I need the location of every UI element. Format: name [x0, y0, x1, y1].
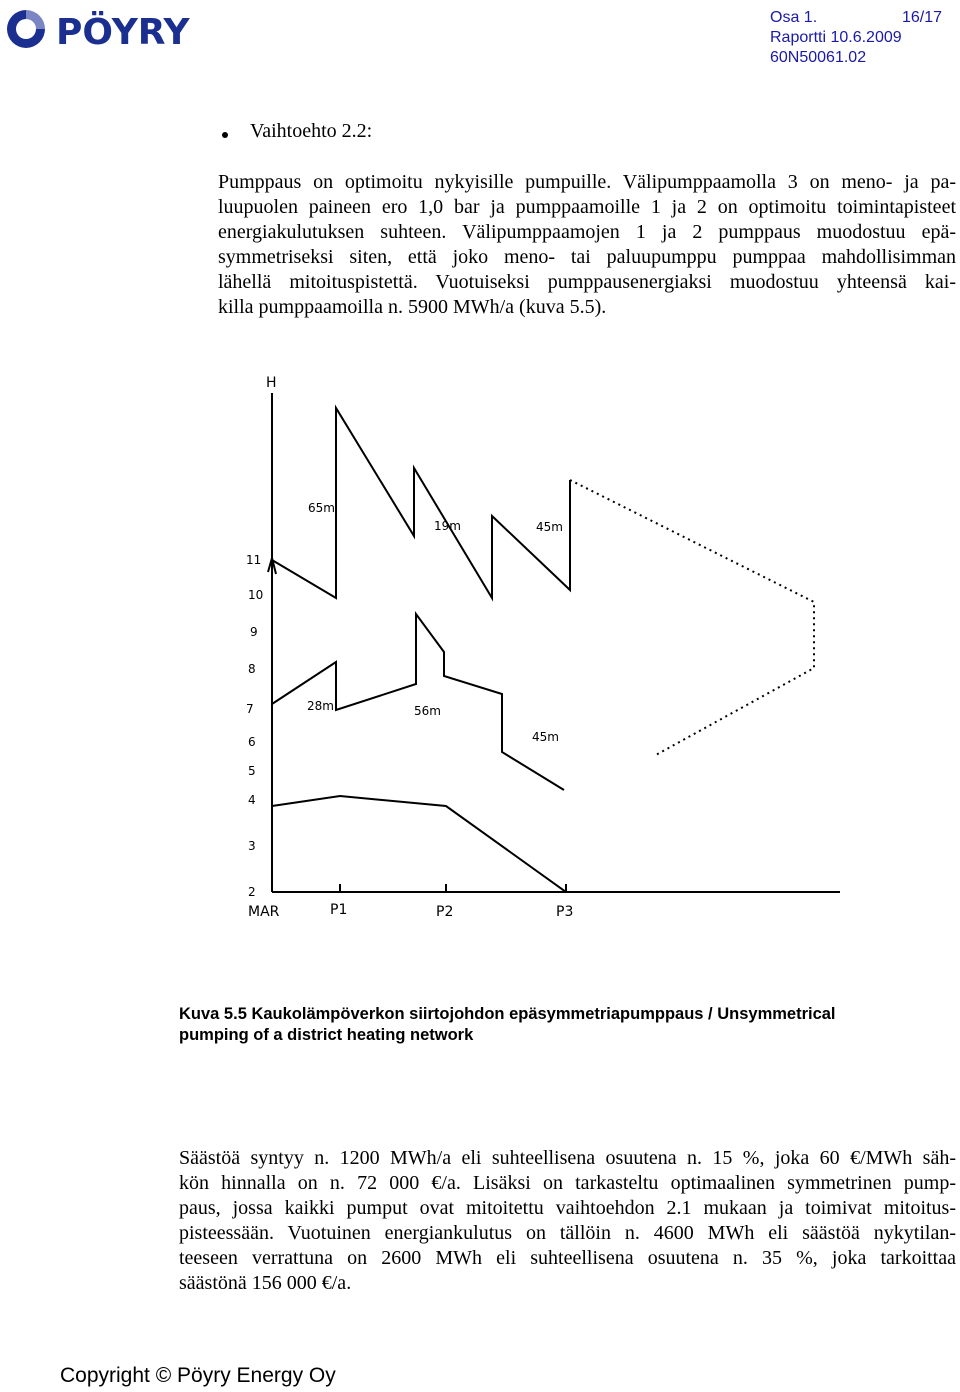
report-code: 60N50061.02 — [770, 49, 867, 66]
y-tick-label: 9 — [250, 625, 258, 639]
y-tick-label: 8 — [248, 662, 256, 676]
paragraph-line: energiakulutuksen suhteen. Välipumppaamojen 1 ja 2 pumppaus muodostuu epä- — [218, 221, 956, 243]
pressure-diagram — [180, 360, 860, 940]
x-tick-label: P1 — [330, 902, 348, 918]
paragraph-line: killa pumppaamoilla n. 5900 MWh/a (kuva 5.5). — [218, 296, 607, 318]
y-tick-label: 5 — [248, 764, 256, 778]
annotation-label: 45m — [536, 520, 563, 534]
paragraph-line: Säästöä syntyy n. 1200 MWh/a eli suhteellisena osuutena n. 15 %, joka 60 €/MWh säh- — [179, 1147, 956, 1169]
paragraph-line: teeseen verrattuna on 2600 MWh eli suhteellisena osuutena n. 35 %, joka tarkoittaa — [179, 1247, 956, 1269]
caption-line: Kuva 5.5 Kaukolämpöverkon siirtojohdon epäsymmetriapumppaus / Unsymmetrical — [179, 1005, 836, 1023]
annotation-label: 19m — [434, 519, 461, 533]
y-axis-label: H — [266, 375, 277, 391]
report-date: Raportti 10.6.2009 — [770, 29, 902, 46]
paragraph-line: lähellä mitoituspistettä. Vuotuiseksi pumppausenergiaksi muodostuu yhteensä kai- — [218, 271, 956, 293]
bullet-text: Vaihtoehto 2.2: — [250, 120, 373, 142]
paragraph-line: kön hinnalla on n. 72 000 €/a. Lisäksi on tarkasteltu optimaalinen symmetrinen pump- — [179, 1172, 956, 1194]
page-number: 16/17 — [901, 9, 942, 26]
paragraph-line: luupuolen paineen ero 1,0 bar ja pumppaamoille 1 ja 2 on optimoitu toimintapisteet — [218, 196, 956, 218]
y-tick-label: 2 — [248, 885, 256, 899]
paragraph-line: Pumppaus on optimoitu nykyisille pumpuille. Välipumppaamolla 3 on meno- ja pa- — [218, 171, 956, 193]
y-tick-label: 6 — [248, 735, 256, 749]
bullet-icon — [222, 132, 228, 138]
annotation-label: 28m — [307, 699, 334, 713]
poyry-logo — [4, 6, 244, 52]
x-tick-label: P3 — [556, 904, 574, 920]
copyright-footer: Copyright © Pöyry Energy Oy — [60, 1364, 336, 1387]
paragraph-2 — [179, 1146, 956, 1296]
paragraph-1 — [218, 170, 956, 320]
y-tick-label: 7 — [246, 702, 254, 716]
y-tick-label: 10 — [248, 588, 264, 602]
paragraph-line: säästönä 156 000 €/a. — [179, 1272, 352, 1294]
annotation-label: 45m — [532, 730, 559, 744]
figure-caption — [179, 1004, 939, 1046]
caption-line: pumping of a district heating network — [179, 1026, 474, 1044]
x-tick-label: P2 — [436, 904, 454, 920]
series-ground-line — [272, 796, 566, 892]
paragraph-line: paus, jossa kaikki pumput ovat mitoitettu vaihtoehdon 2.1 mukaan ja toimivat mitoitus- — [179, 1197, 956, 1219]
paragraph-line: pisteessään. Vuotuinen energiankulutus on tällöin n. 4600 MWh eli säästöä nykytilan- — [179, 1222, 956, 1244]
annotation-label: 56m — [414, 704, 441, 718]
x-tick-label: MAR — [248, 904, 280, 920]
section-label: Osa 1. — [770, 9, 818, 26]
y-tick-label: 3 — [248, 839, 256, 853]
series-dotted-line — [570, 480, 814, 756]
document-header — [770, 8, 942, 68]
y-tick-label: 11 — [246, 553, 262, 567]
paragraph-line: symmetriseksi siten, että joko meno- tai paluupumppu pumppaa mahdollisimman — [218, 246, 956, 268]
logo-wordmark: PÖYRY — [56, 12, 190, 52]
y-tick-label: 4 — [248, 793, 256, 807]
annotation-label: 65m — [308, 501, 335, 515]
